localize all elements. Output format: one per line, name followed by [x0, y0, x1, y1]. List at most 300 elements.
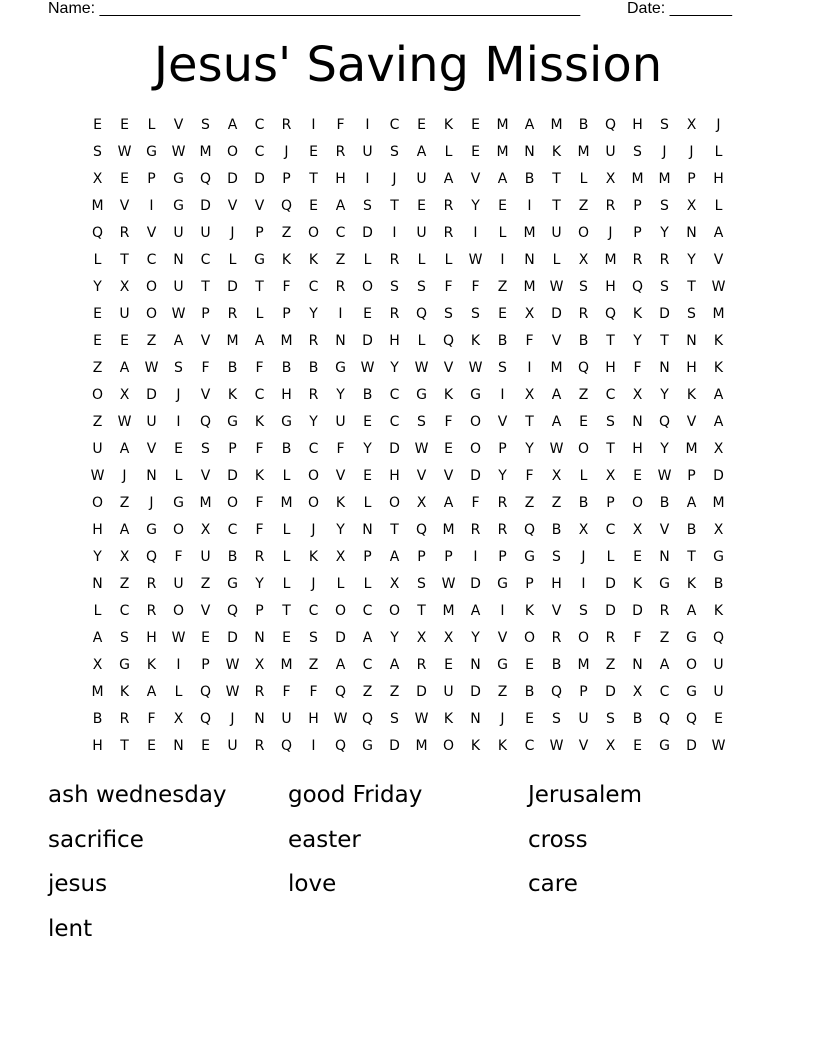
grid-letter[interactable]: Y	[633, 333, 642, 349]
grid-letter[interactable]: W	[171, 630, 186, 646]
grid-letter[interactable]: B	[578, 495, 589, 511]
grid-letter[interactable]: B	[578, 333, 589, 349]
grid-letter[interactable]: H	[551, 576, 562, 592]
grid-letter[interactable]: R	[551, 630, 562, 646]
grid-letter[interactable]: E	[471, 117, 480, 133]
grid-letter[interactable]: K	[281, 252, 292, 268]
grid-letter[interactable]: S	[444, 306, 453, 322]
grid-letter[interactable]: M	[577, 144, 590, 160]
grid-letter[interactable]: H	[281, 387, 292, 403]
grid-letter[interactable]: L	[336, 576, 345, 592]
grid-letter[interactable]: M	[199, 495, 212, 511]
grid-letter[interactable]: A	[389, 549, 400, 565]
grid-letter[interactable]: Q	[415, 306, 428, 322]
grid-letter[interactable]: D	[227, 279, 238, 295]
grid-letter[interactable]: E	[633, 468, 642, 484]
grid-letter[interactable]: U	[578, 711, 589, 727]
grid-letter[interactable]: Z	[578, 387, 589, 403]
grid-letter[interactable]: E	[633, 738, 642, 754]
grid-letter[interactable]: W	[468, 360, 483, 376]
grid-letter[interactable]: C	[146, 252, 157, 268]
grid-letter[interactable]: K	[497, 738, 508, 754]
grid-letter[interactable]: W	[414, 441, 429, 457]
grid-letter[interactable]: C	[308, 441, 319, 457]
grid-letter[interactable]: N	[524, 252, 535, 268]
grid-letter[interactable]: G	[119, 657, 130, 673]
grid-letter[interactable]: A	[335, 657, 346, 673]
grid-letter[interactable]: R	[308, 387, 319, 403]
grid-letter[interactable]: G	[281, 414, 292, 430]
grid-letter[interactable]: E	[498, 198, 507, 214]
grid-letter[interactable]: X	[92, 171, 103, 187]
grid-letter[interactable]: O	[307, 468, 320, 484]
grid-letter[interactable]: V	[146, 441, 157, 457]
grid-letter[interactable]: N	[254, 630, 265, 646]
grid-letter[interactable]: Y	[660, 225, 669, 241]
grid-letter[interactable]: U	[416, 171, 427, 187]
grid-letter[interactable]: C	[308, 603, 319, 619]
grid-letter[interactable]: S	[417, 576, 426, 592]
grid-letter[interactable]: N	[146, 468, 157, 484]
grid-letter[interactable]: G	[524, 549, 535, 565]
grid-letter[interactable]: L	[282, 549, 291, 565]
grid-letter[interactable]: T	[687, 549, 696, 565]
grid-letter[interactable]: S	[606, 414, 615, 430]
grid-letter[interactable]: X	[713, 522, 724, 538]
grid-letter[interactable]: O	[577, 441, 590, 457]
grid-letter[interactable]: N	[686, 333, 697, 349]
grid-letter[interactable]: W	[117, 144, 132, 160]
grid-letter[interactable]: G	[713, 549, 724, 565]
grid-letter[interactable]: M	[496, 144, 509, 160]
grid-letter[interactable]: Q	[199, 684, 212, 700]
grid-letter[interactable]: L	[714, 144, 723, 160]
grid-letter[interactable]: J	[230, 711, 235, 727]
grid-letter[interactable]: U	[713, 657, 724, 673]
grid-letter[interactable]: S	[390, 279, 399, 295]
grid-letter[interactable]: Z	[119, 495, 130, 511]
grid-letter[interactable]: D	[713, 468, 724, 484]
grid-letter[interactable]: A	[92, 630, 103, 646]
grid-letter[interactable]: Q	[199, 171, 212, 187]
grid-letter[interactable]: E	[417, 198, 426, 214]
grid-letter[interactable]: H	[335, 171, 346, 187]
grid-letter[interactable]: R	[119, 225, 130, 241]
grid-letter[interactable]: D	[605, 603, 616, 619]
grid-letter[interactable]: W	[144, 360, 159, 376]
grid-letter[interactable]: C	[254, 387, 265, 403]
grid-letter[interactable]: Q	[415, 522, 428, 538]
grid-letter[interactable]: K	[632, 576, 643, 592]
grid-letter[interactable]: Q	[280, 738, 293, 754]
grid-letter[interactable]: K	[146, 657, 157, 673]
grid-letter[interactable]: S	[633, 144, 642, 160]
grid-letter[interactable]: O	[307, 225, 320, 241]
grid-letter[interactable]: G	[686, 684, 697, 700]
grid-letter[interactable]: Z	[389, 684, 400, 700]
grid-letter[interactable]: Z	[92, 360, 103, 376]
grid-letter[interactable]: A	[146, 684, 157, 700]
grid-letter[interactable]: F	[444, 414, 453, 430]
grid-letter[interactable]: I	[500, 603, 505, 619]
grid-letter[interactable]: E	[93, 117, 102, 133]
grid-letter[interactable]: O	[226, 144, 239, 160]
grid-letter[interactable]: O	[334, 603, 347, 619]
grid-letter[interactable]: S	[417, 279, 426, 295]
grid-letter[interactable]: Y	[525, 441, 534, 457]
grid-letter[interactable]: Y	[336, 522, 345, 538]
grid-letter[interactable]: X	[389, 576, 400, 592]
grid-letter[interactable]: K	[470, 333, 481, 349]
grid-letter[interactable]: E	[120, 171, 129, 187]
grid-letter[interactable]: U	[146, 414, 157, 430]
grid-letter[interactable]: L	[579, 468, 588, 484]
grid-letter[interactable]: O	[469, 414, 482, 430]
grid-letter[interactable]: B	[524, 684, 535, 700]
grid-letter[interactable]: B	[713, 576, 724, 592]
grid-letter[interactable]: B	[227, 549, 238, 565]
grid-letter[interactable]: T	[417, 603, 426, 619]
grid-letter[interactable]: W	[225, 684, 240, 700]
grid-letter[interactable]: X	[551, 468, 562, 484]
grid-letter[interactable]: X	[173, 711, 184, 727]
grid-letter[interactable]: B	[632, 711, 643, 727]
grid-letter[interactable]: E	[93, 333, 102, 349]
grid-letter[interactable]: L	[417, 252, 426, 268]
grid-letter[interactable]: E	[498, 306, 507, 322]
grid-letter[interactable]: M	[280, 495, 293, 511]
grid-letter[interactable]: E	[120, 333, 129, 349]
grid-letter[interactable]: E	[633, 549, 642, 565]
grid-letter[interactable]: A	[119, 441, 130, 457]
grid-letter[interactable]: X	[578, 522, 589, 538]
grid-letter[interactable]: J	[311, 522, 316, 538]
grid-letter[interactable]: E	[309, 144, 318, 160]
grid-letter[interactable]: E	[363, 414, 372, 430]
grid-letter[interactable]: K	[632, 306, 643, 322]
grid-letter[interactable]: X	[605, 468, 616, 484]
grid-letter[interactable]: I	[527, 198, 532, 214]
grid-letter[interactable]: B	[308, 360, 319, 376]
grid-letter[interactable]: J	[662, 144, 667, 160]
grid-letter[interactable]: F	[255, 441, 264, 457]
grid-letter[interactable]: K	[308, 549, 319, 565]
grid-letter[interactable]: J	[689, 144, 694, 160]
grid-letter[interactable]: I	[581, 576, 586, 592]
grid-letter[interactable]: V	[443, 360, 454, 376]
grid-letter[interactable]: Q	[604, 306, 617, 322]
grid-letter[interactable]: D	[362, 333, 373, 349]
grid-letter[interactable]: H	[605, 279, 616, 295]
grid-letter[interactable]: G	[362, 738, 373, 754]
grid-letter[interactable]: M	[442, 603, 455, 619]
grid-letter[interactable]: Z	[605, 657, 616, 673]
grid-letter[interactable]: D	[416, 684, 427, 700]
grid-letter[interactable]: G	[686, 630, 697, 646]
grid-letter[interactable]: M	[280, 657, 293, 673]
grid-letter[interactable]: V	[416, 468, 427, 484]
grid-letter[interactable]: Z	[497, 279, 508, 295]
grid-letter[interactable]: G	[470, 387, 481, 403]
grid-letter[interactable]: X	[416, 495, 427, 511]
grid-letter[interactable]: E	[417, 117, 426, 133]
grid-letter[interactable]: S	[201, 441, 210, 457]
grid-letter[interactable]: K	[551, 144, 562, 160]
grid-letter[interactable]: L	[282, 468, 291, 484]
grid-letter[interactable]: A	[686, 495, 697, 511]
grid-letter[interactable]: M	[496, 117, 509, 133]
grid-letter[interactable]: A	[443, 171, 454, 187]
grid-letter[interactable]: W	[171, 144, 186, 160]
grid-letter[interactable]: K	[119, 684, 130, 700]
grid-letter[interactable]: P	[633, 198, 642, 214]
grid-letter[interactable]: H	[92, 738, 103, 754]
grid-letter[interactable]: I	[473, 225, 478, 241]
grid-letter[interactable]: L	[579, 171, 588, 187]
grid-letter[interactable]: V	[551, 603, 562, 619]
grid-letter[interactable]: W	[549, 441, 564, 457]
grid-letter[interactable]: H	[632, 117, 643, 133]
grid-letter[interactable]: Q	[226, 603, 239, 619]
grid-letter[interactable]: X	[335, 549, 346, 565]
grid-letter[interactable]: H	[713, 171, 724, 187]
grid-letter[interactable]: K	[254, 468, 265, 484]
grid-letter[interactable]: W	[90, 468, 105, 484]
grid-letter[interactable]: X	[443, 630, 454, 646]
grid-letter[interactable]: I	[149, 198, 154, 214]
grid-letter[interactable]: E	[201, 630, 210, 646]
grid-letter[interactable]: Q	[712, 630, 725, 646]
grid-letter[interactable]: E	[363, 468, 372, 484]
grid-letter[interactable]: D	[605, 576, 616, 592]
grid-letter[interactable]: U	[200, 549, 211, 565]
grid-letter[interactable]: G	[173, 171, 184, 187]
grid-letter[interactable]: E	[93, 306, 102, 322]
grid-letter[interactable]: U	[173, 576, 184, 592]
grid-letter[interactable]: F	[282, 279, 291, 295]
grid-letter[interactable]: K	[524, 603, 535, 619]
grid-letter[interactable]: X	[686, 117, 697, 133]
grid-letter[interactable]: O	[361, 279, 374, 295]
grid-letter[interactable]: M	[226, 333, 239, 349]
grid-letter[interactable]: M	[712, 306, 725, 322]
grid-letter[interactable]: E	[525, 657, 534, 673]
grid-letter[interactable]: I	[176, 414, 181, 430]
grid-letter[interactable]: B	[362, 387, 373, 403]
grid-letter[interactable]: K	[227, 387, 238, 403]
grid-letter[interactable]: L	[363, 576, 372, 592]
grid-letter[interactable]: S	[579, 279, 588, 295]
grid-letter[interactable]: L	[255, 306, 264, 322]
grid-letter[interactable]: C	[200, 252, 211, 268]
grid-letter[interactable]: E	[201, 738, 210, 754]
grid-letter[interactable]: B	[686, 522, 697, 538]
grid-letter[interactable]: G	[335, 360, 346, 376]
grid-letter[interactable]: M	[523, 279, 536, 295]
grid-letter[interactable]: E	[174, 441, 183, 457]
grid-letter[interactable]: D	[200, 198, 211, 214]
grid-letter[interactable]: F	[633, 630, 642, 646]
grid-letter[interactable]: L	[363, 495, 372, 511]
grid-letter[interactable]: R	[254, 738, 265, 754]
grid-letter[interactable]: N	[470, 657, 481, 673]
grid-letter[interactable]: Q	[199, 711, 212, 727]
grid-letter[interactable]: H	[632, 441, 643, 457]
grid-letter[interactable]: R	[443, 198, 454, 214]
grid-letter[interactable]: S	[552, 711, 561, 727]
grid-letter[interactable]: L	[714, 198, 723, 214]
grid-letter[interactable]: B	[524, 171, 535, 187]
grid-letter[interactable]: L	[444, 252, 453, 268]
grid-letter[interactable]: R	[659, 252, 670, 268]
grid-letter[interactable]: E	[282, 630, 291, 646]
grid-letter[interactable]: R	[497, 522, 508, 538]
grid-letter[interactable]: N	[173, 252, 184, 268]
grid-letter[interactable]: X	[632, 387, 643, 403]
grid-letter[interactable]: P	[201, 306, 210, 322]
grid-letter[interactable]: O	[685, 657, 698, 673]
grid-letter[interactable]: A	[551, 387, 562, 403]
grid-letter[interactable]: U	[416, 225, 427, 241]
grid-letter[interactable]: S	[201, 117, 210, 133]
grid-letter[interactable]: V	[497, 414, 508, 430]
grid-letter[interactable]: V	[227, 198, 238, 214]
grid-letter[interactable]: Q	[280, 198, 293, 214]
grid-letter[interactable]: L	[282, 522, 291, 538]
grid-letter[interactable]: L	[174, 468, 183, 484]
grid-letter[interactable]: V	[119, 198, 130, 214]
grid-letter[interactable]: E	[147, 738, 156, 754]
grid-letter[interactable]: N	[632, 657, 643, 673]
grid-letter[interactable]: K	[335, 495, 346, 511]
grid-letter[interactable]: Z	[578, 198, 589, 214]
grid-letter[interactable]: Q	[604, 117, 617, 133]
grid-letter[interactable]: P	[282, 171, 291, 187]
grid-letter[interactable]: R	[605, 630, 616, 646]
grid-letter[interactable]: C	[119, 603, 130, 619]
grid-letter[interactable]: S	[390, 711, 399, 727]
grid-letter[interactable]: N	[632, 414, 643, 430]
grid-letter[interactable]: M	[91, 684, 104, 700]
grid-letter[interactable]: Z	[146, 333, 157, 349]
grid-letter[interactable]: O	[226, 495, 239, 511]
grid-letter[interactable]: N	[686, 225, 697, 241]
grid-letter[interactable]: Y	[498, 468, 507, 484]
grid-letter[interactable]: T	[552, 171, 561, 187]
grid-letter[interactable]: V	[470, 171, 481, 187]
grid-letter[interactable]: M	[712, 495, 725, 511]
grid-letter[interactable]: U	[281, 711, 292, 727]
grid-letter[interactable]: K	[686, 387, 697, 403]
grid-letter[interactable]: L	[363, 252, 372, 268]
grid-letter[interactable]: Z	[200, 576, 211, 592]
grid-letter[interactable]: A	[443, 495, 454, 511]
grid-letter[interactable]: W	[549, 279, 564, 295]
grid-letter[interactable]: Q	[145, 549, 158, 565]
grid-letter[interactable]: D	[254, 171, 265, 187]
grid-letter[interactable]: K	[713, 603, 724, 619]
grid-letter[interactable]: K	[254, 414, 265, 430]
grid-letter[interactable]: S	[606, 711, 615, 727]
grid-letter[interactable]: A	[362, 630, 373, 646]
grid-letter[interactable]: B	[281, 360, 292, 376]
grid-letter[interactable]: X	[92, 657, 103, 673]
grid-letter[interactable]: A	[497, 171, 508, 187]
grid-letter[interactable]: M	[577, 657, 590, 673]
grid-letter[interactable]: R	[605, 198, 616, 214]
grid-letter[interactable]: G	[173, 495, 184, 511]
grid-letter[interactable]: C	[389, 387, 400, 403]
grid-letter[interactable]: F	[255, 522, 264, 538]
grid-letter[interactable]: J	[311, 576, 316, 592]
grid-letter[interactable]: E	[444, 657, 453, 673]
grid-letter[interactable]: Q	[658, 711, 671, 727]
grid-letter[interactable]: L	[444, 144, 453, 160]
grid-letter[interactable]: T	[552, 198, 561, 214]
grid-letter[interactable]: U	[119, 306, 130, 322]
grid-letter[interactable]: S	[93, 144, 102, 160]
grid-letter[interactable]: L	[93, 252, 102, 268]
grid-letter[interactable]: R	[335, 279, 346, 295]
grid-letter[interactable]: S	[390, 144, 399, 160]
grid-letter[interactable]: U	[362, 144, 373, 160]
grid-letter[interactable]: D	[605, 684, 616, 700]
grid-letter[interactable]: X	[254, 657, 265, 673]
grid-letter[interactable]: A	[686, 603, 697, 619]
grid-letter[interactable]: S	[471, 306, 480, 322]
grid-letter[interactable]: R	[227, 306, 238, 322]
grid-letter[interactable]: P	[255, 603, 264, 619]
grid-letter[interactable]: Q	[442, 333, 455, 349]
grid-letter[interactable]: R	[281, 117, 292, 133]
grid-letter[interactable]: K	[443, 117, 454, 133]
grid-letter[interactable]: I	[311, 117, 316, 133]
grid-letter[interactable]: I	[500, 252, 505, 268]
grid-letter[interactable]: R	[335, 144, 346, 160]
grid-letter[interactable]: M	[604, 252, 617, 268]
grid-letter[interactable]: I	[365, 171, 370, 187]
grid-letter[interactable]: G	[173, 198, 184, 214]
grid-letter[interactable]: Q	[334, 684, 347, 700]
grid-letter[interactable]: V	[713, 252, 724, 268]
grid-letter[interactable]: G	[416, 387, 427, 403]
grid-letter[interactable]: N	[254, 711, 265, 727]
grid-letter[interactable]: E	[714, 711, 723, 727]
grid-letter[interactable]: W	[468, 252, 483, 268]
grid-letter[interactable]: T	[606, 333, 615, 349]
grid-letter[interactable]: X	[524, 306, 535, 322]
grid-letter[interactable]: K	[443, 711, 454, 727]
grid-letter[interactable]: S	[174, 360, 183, 376]
grid-letter[interactable]: V	[200, 387, 211, 403]
grid-letter[interactable]: W	[414, 711, 429, 727]
grid-letter[interactable]: D	[686, 738, 697, 754]
date-field[interactable]: Date: _______	[627, 0, 732, 17]
grid-letter[interactable]: R	[497, 495, 508, 511]
grid-letter[interactable]: Y	[93, 279, 102, 295]
grid-letter[interactable]: B	[227, 360, 238, 376]
grid-letter[interactable]: V	[200, 333, 211, 349]
grid-letter[interactable]: N	[173, 738, 184, 754]
grid-letter[interactable]: M	[415, 738, 428, 754]
grid-letter[interactable]: T	[687, 279, 696, 295]
grid-letter[interactable]: M	[550, 360, 563, 376]
grid-letter[interactable]: D	[227, 468, 238, 484]
grid-letter[interactable]: F	[525, 333, 534, 349]
grid-letter[interactable]: O	[145, 306, 158, 322]
grid-letter[interactable]: X	[416, 630, 427, 646]
grid-letter[interactable]: W	[657, 468, 672, 484]
